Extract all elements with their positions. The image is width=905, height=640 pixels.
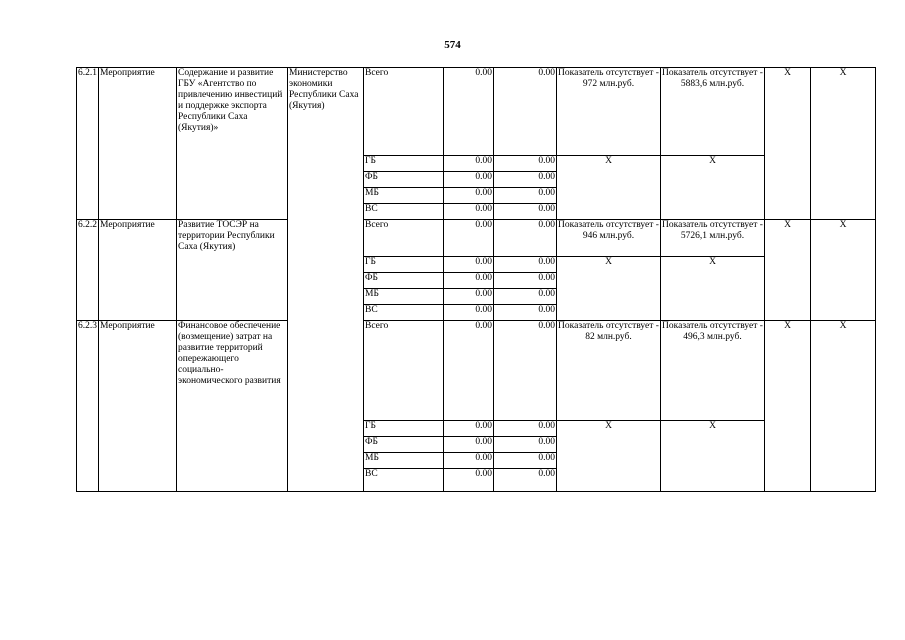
mark-cell: Х [661, 257, 765, 321]
mark-cell: Х [765, 321, 811, 492]
source-value-2: 0.00 [494, 204, 557, 220]
source-value-1: 0.00 [444, 421, 494, 437]
mark-cell: Х [661, 421, 765, 492]
row-code: 6.2.3 [77, 321, 99, 492]
source-value-1: 0.00 [444, 172, 494, 188]
row-type: Мероприятие [99, 220, 177, 321]
source-value-2: 0.00 [494, 289, 557, 305]
mark-cell: Х [811, 220, 876, 321]
indicator-1: Показатель отсутствует - 972 млн.руб. [557, 68, 661, 156]
mark-cell: Х [557, 421, 661, 492]
source-label: ФБ [364, 437, 444, 453]
source-value-1: 0.00 [444, 257, 494, 273]
mark-cell: Х [557, 257, 661, 321]
page-number: 574 [444, 39, 461, 51]
source-label: МБ [364, 188, 444, 204]
mark-cell: Х [811, 321, 876, 492]
source-value-1: 0.00 [444, 453, 494, 469]
source-label: ФБ [364, 273, 444, 289]
indicator-1: Показатель отсутствует - 946 млн.руб. [557, 220, 661, 257]
source-label: Всего [364, 68, 444, 156]
table-row [77, 321, 876, 421]
source-value-2: 0.00 [494, 469, 557, 492]
source-value-2: 0.00 [494, 453, 557, 469]
source-value-2: 0.00 [494, 305, 557, 321]
source-value-1: 0.00 [444, 321, 494, 421]
mark-cell: Х [557, 156, 661, 220]
source-value-2: 0.00 [494, 220, 557, 257]
indicator-2: Показатель отсутствует - 5883,6 млн.руб. [661, 68, 765, 156]
source-value-1: 0.00 [444, 68, 494, 156]
source-label: ВС [364, 204, 444, 220]
row-type: Мероприятие [99, 68, 177, 220]
mark-cell: Х [661, 156, 765, 220]
source-label: ГБ [364, 257, 444, 273]
row-name: Развитие ТОСЭР на территории Республики Саха (Якутия) [177, 220, 288, 321]
source-value-2: 0.00 [494, 273, 557, 289]
source-label: ГБ [364, 156, 444, 172]
source-value-2: 0.00 [494, 421, 557, 437]
source-label: ВС [364, 305, 444, 321]
budget-table [76, 67, 876, 492]
source-value-2: 0.00 [494, 156, 557, 172]
source-value-2: 0.00 [494, 172, 557, 188]
source-value-1: 0.00 [444, 305, 494, 321]
source-label: МБ [364, 453, 444, 469]
source-value-2: 0.00 [494, 321, 557, 421]
source-value-2: 0.00 [494, 68, 557, 156]
row-code: 6.2.1 [77, 68, 99, 220]
row-name: Содержание и развитие ГБУ «Агентство по привлечению инвестиций и поддержке экспорта Республики Саха (Якутия)» [177, 68, 288, 220]
source-label: Всего [364, 220, 444, 257]
source-value-1: 0.00 [444, 289, 494, 305]
executor-cell: Министерство экономики Республики Саха (Якутия) [288, 68, 364, 492]
row-name: Финансовое обеспечение (возмещение) затрат на развитие территорий опережающего социально-экономического развития [177, 321, 288, 492]
source-value-2: 0.00 [494, 188, 557, 204]
source-value-1: 0.00 [444, 437, 494, 453]
source-label: Всего [364, 321, 444, 421]
indicator-2: Показатель отсутствует - 496,3 млн.руб. [661, 321, 765, 421]
source-value-1: 0.00 [444, 204, 494, 220]
source-label: МБ [364, 289, 444, 305]
table-row [77, 68, 876, 156]
source-value-1: 0.00 [444, 188, 494, 204]
source-label: ФБ [364, 172, 444, 188]
mark-cell: Х [765, 68, 811, 220]
source-value-1: 0.00 [444, 273, 494, 289]
mark-cell: Х [765, 220, 811, 321]
indicator-1: Показатель отсутствует - 82 млн.руб. [557, 321, 661, 421]
mark-cell: Х [811, 68, 876, 220]
source-value-1: 0.00 [444, 220, 494, 257]
table-row [77, 220, 876, 257]
row-type: Мероприятие [99, 321, 177, 492]
source-label: ВС [364, 469, 444, 492]
source-value-2: 0.00 [494, 437, 557, 453]
row-code: 6.2.2 [77, 220, 99, 321]
source-label: ГБ [364, 421, 444, 437]
indicator-2: Показатель отсутствует - 5726,1 млн.руб. [661, 220, 765, 257]
source-value-1: 0.00 [444, 469, 494, 492]
source-value-2: 0.00 [494, 257, 557, 273]
source-value-1: 0.00 [444, 156, 494, 172]
